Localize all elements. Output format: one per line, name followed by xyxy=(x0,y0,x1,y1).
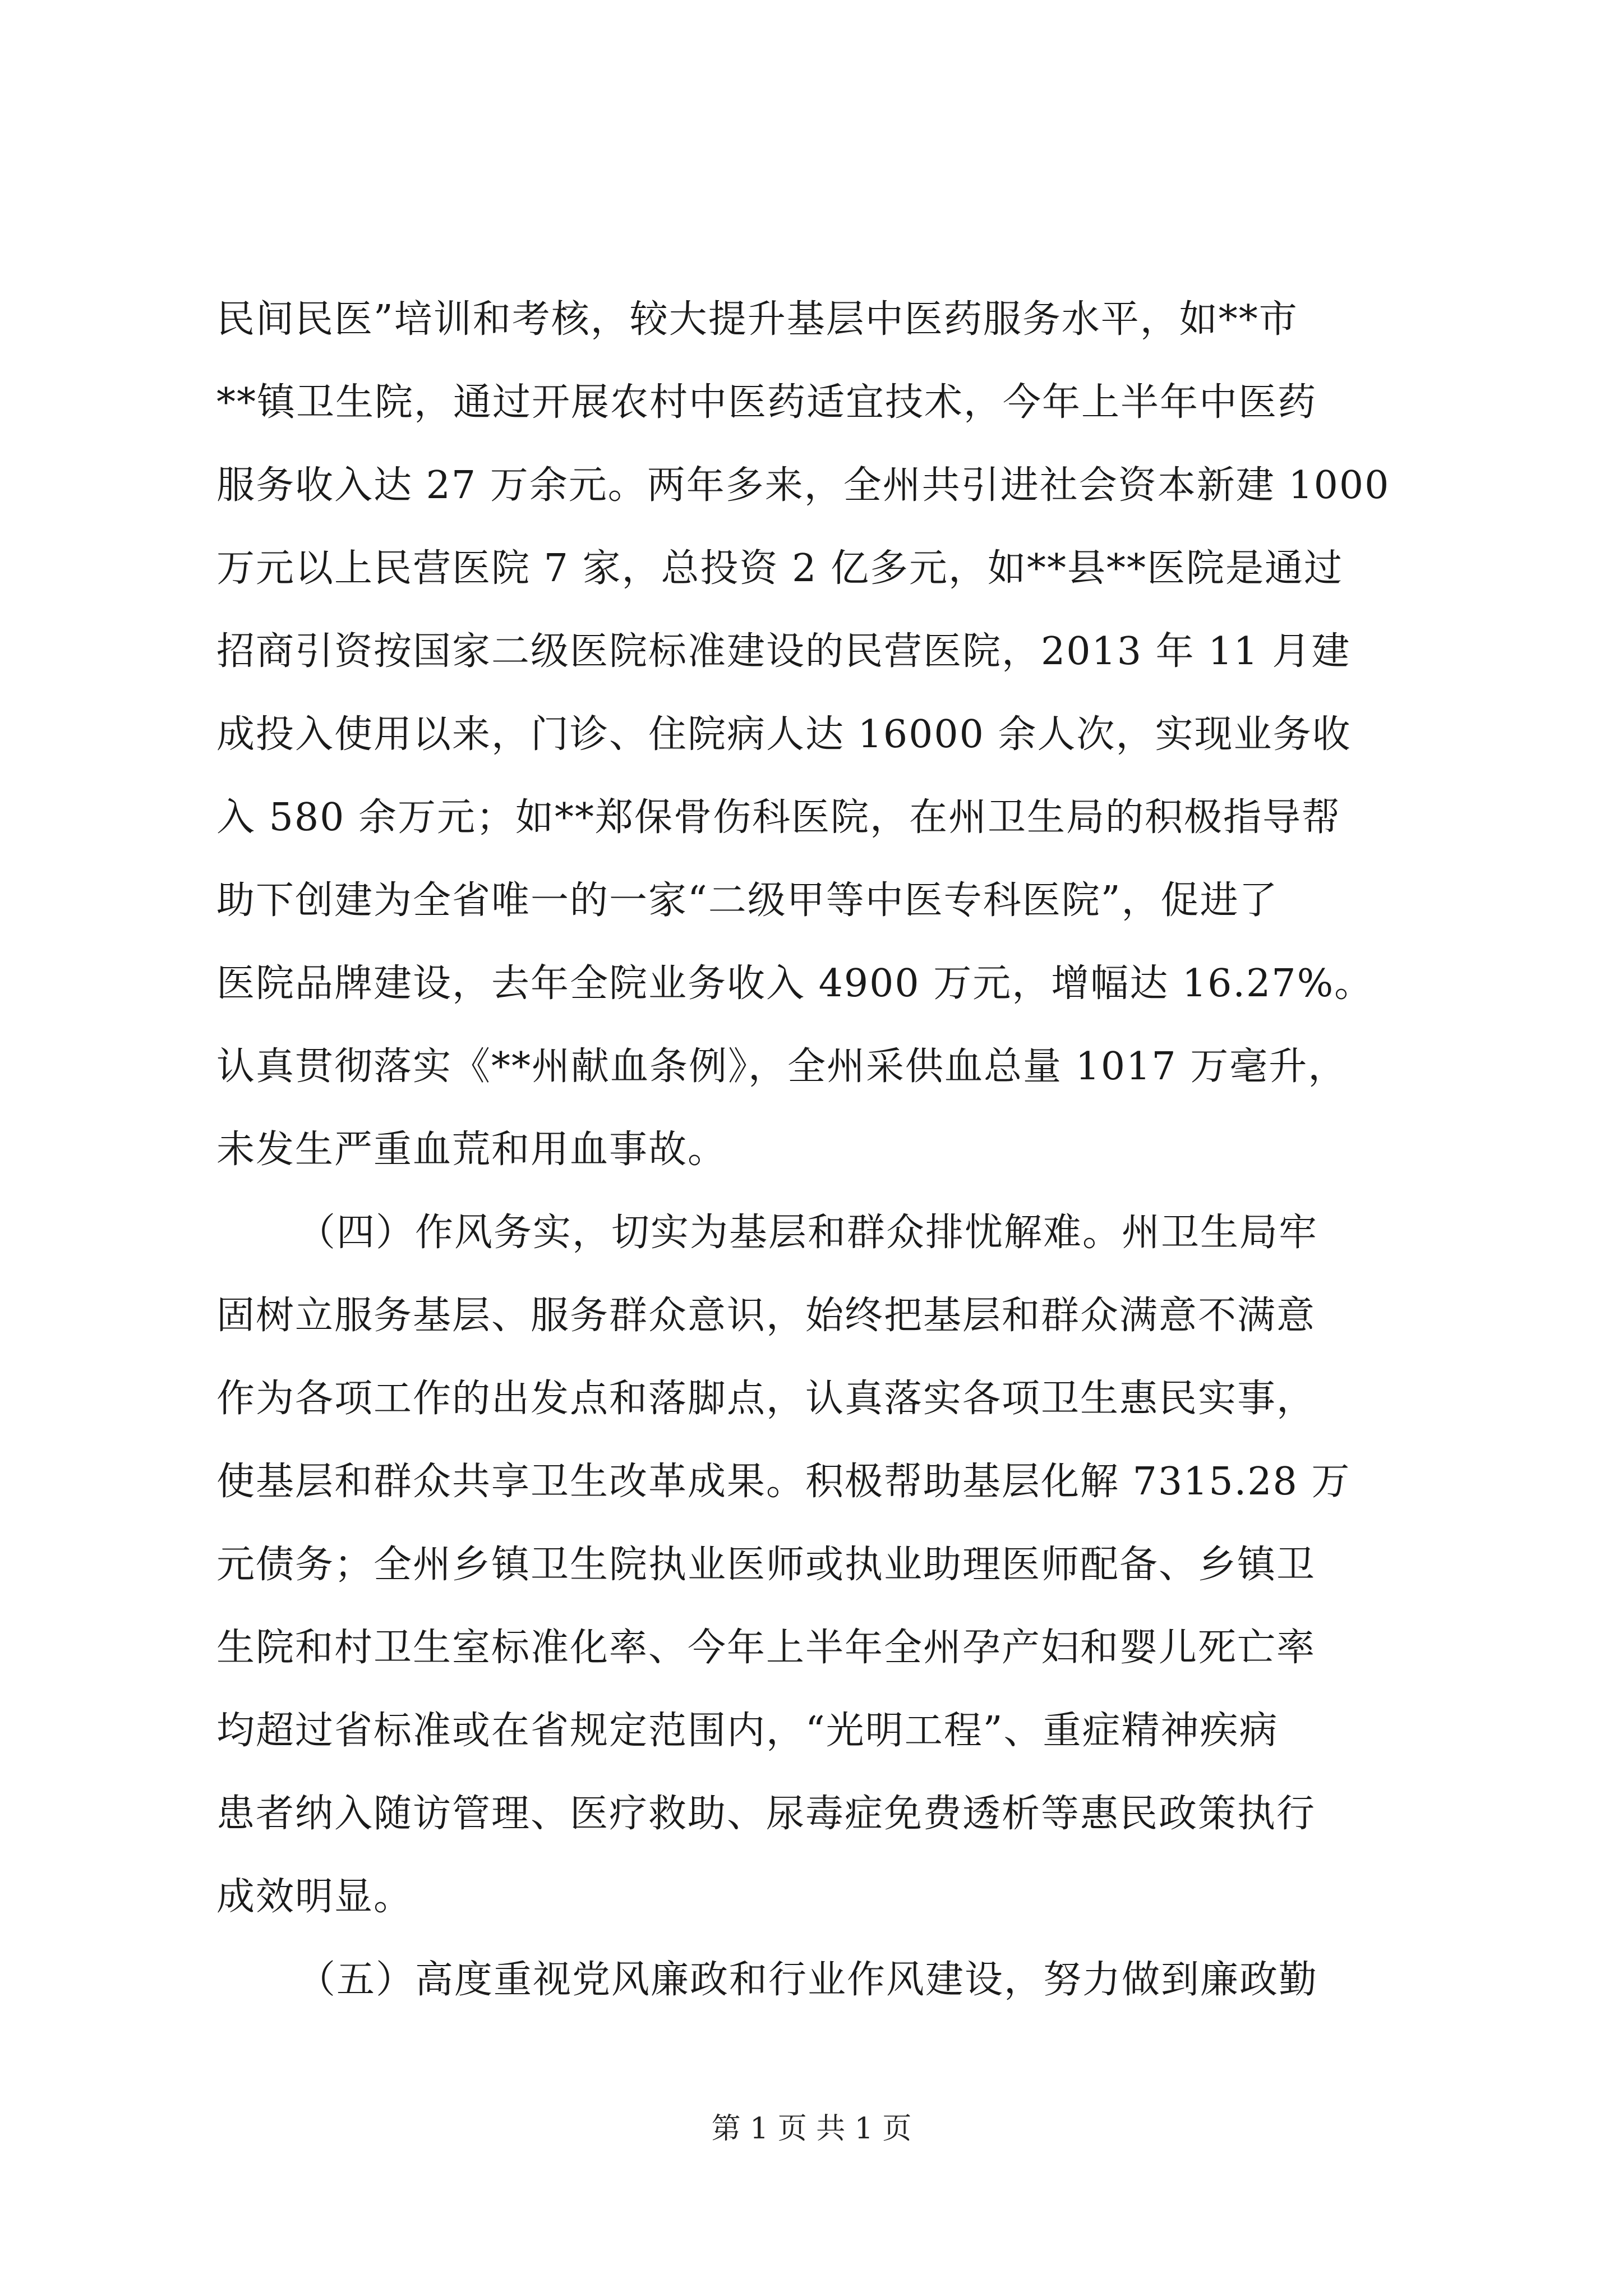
section-heading-line: （四）作风务实，切实为基层和群众排忧解难。州卫生局牢 xyxy=(297,1211,1318,1255)
section-heading-line: （五）高度重视党风廉政和行业作风建设，努力做到廉政勤 xyxy=(297,1958,1318,2002)
body-text-line: 患者纳入随访管理、医疗救助、尿毒症免费透析等惠民政策执行 xyxy=(216,1792,1316,1836)
body-text-line: 生院和村卫生室标准化率、今年上半年全州孕产妇和婴儿死亡率 xyxy=(216,1626,1316,1670)
body-text-line: 医院品牌建设，去年全院业务收入 4900 万元，增幅达 16.27%。 xyxy=(216,961,1374,1006)
body-text-line: 使基层和群众共享卫生改革成果。积极帮助基层化解 7315.28 万 xyxy=(216,1460,1351,1504)
body-text-line: 未发生严重血荒和用血事故。 xyxy=(216,1128,727,1172)
body-text-line: 作为各项工作的出发点和落脚点，认真落实各项卫生惠民实事， xyxy=(216,1377,1316,1421)
body-text-line: 元债务；全州乡镇卫生院执业医师或执业助理医师配备、乡镇卫 xyxy=(216,1543,1316,1587)
body-text-line: 入 580 余万元；如**郑保骨伤科医院，在州卫生局的积极指导帮 xyxy=(216,795,1341,840)
body-text-line: 均超过省标准或在省规定范围内，“光明工程”、重症精神疾病 xyxy=(216,1709,1279,1753)
body-text-line: 认真贯彻落实《**州献血条例》，全州采供血总量 1017 万毫升， xyxy=(216,1045,1348,1089)
body-text-line: 服务收入达 27 万余元。两年多来，全州共引进社会资本新建 1000 xyxy=(216,463,1390,508)
body-text-line: 成效明显。 xyxy=(216,1875,413,1919)
body-text-line: 固树立服务基层、服务群众意识，始终把基层和群众满意不满意 xyxy=(216,1294,1316,1338)
body-text-line: 万元以上民营医院 7 家，总投资 2 亿多元，如**县**医院是通过 xyxy=(216,546,1343,591)
body-text-line: 招商引资按国家二级医院标准建设的民营医院，2013 年 11 月建 xyxy=(216,629,1351,674)
body-text-line: 成投入使用以来，门诊、住院病人达 16000 余人次，实现业务收 xyxy=(216,712,1352,757)
body-text-line: **镇卫生院，通过开展农村中医药适宜技术，今年上半年中医药 xyxy=(216,380,1317,425)
body-text-line: 助下创建为全省唯一的一家“二级甲等中医专科医院”，促进了 xyxy=(216,878,1279,923)
body-text-line: 民间民医”培训和考核，较大提升基层中医药服务水平，如**市 xyxy=(216,297,1298,342)
page-number-footer: 第 1 页 共 1 页 xyxy=(711,2112,912,2146)
